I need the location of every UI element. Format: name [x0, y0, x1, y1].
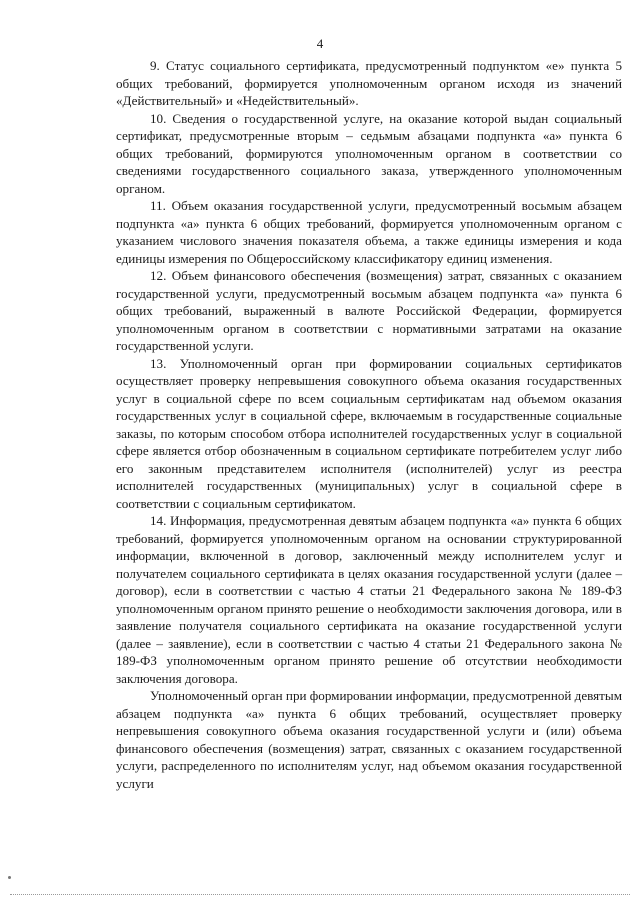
paragraph-item-14: 14. Информация, предусмотренная девятым абзацем подпункта «а» пункта 6 общих требований, формируется уполномоченным органом на основании структурированной информации, включенной в договор, заключенный между исполнителем услуг и получателем социального сертификата в целях оказания государственной услуги (далее – договор), если в соответствии с частью 4 статьи 21 Федерального закона № 189-ФЗ уполномоченным органом принято решение о необходимости заключения договора, или в заявление получателя социального сертификата на оказание государственной услуги (далее – заявление), если в соответствии с частью 4 статьи 21 Федерального закона № 189-ФЗ уполномоченным органом принято решение об отсутствии необходимости заключения договора.	[116, 513, 622, 686]
paragraph-item-11: 11. Объем оказания государственной услуги, предусмотренный восьмым абзацем подпункта «а» пункта 6 общих требований, формируется уполномоченным органом с указанием числового значения показателя объема, а также единицы измерения и кода единицы измерения по Общероссийскому классификатору единиц изменения.	[116, 198, 622, 266]
paragraph-item-9: 9. Статус социального сертификата, предусмотренный подпунктом «е» пункта 5 общих требований, формируется уполномоченным органом исходя из значений «Действительный» и «Недействительный».	[116, 58, 622, 108]
scan-edge-divider	[10, 894, 630, 895]
page-number: 4	[316, 36, 324, 51]
scan-speck	[8, 876, 11, 879]
paragraph-item-10: 10. Сведения о государственной услуге, на оказание которой выдан социальный сертификат, предусмотренные вторым – седьмым абзацами подпункта «а» пункта 6 общих требований, формируются уполномоченным органом в соответствии со сведениями государственного социального заказа, утвержденного уполномоченным органом.	[116, 110, 622, 196]
paragraph-continuation: Уполномоченный орган при формировании информации, предусмотренной девятым абзацем подпункта «а» пункта 6 общих требований, осуществляет проверку непревышения совокупного объема оказания государственной услуги и (или) объема финансового обеспечения (возмещения) затрат, связанных с оказанием государственной услуги, распределенного по исполнителям услуг, над объемом оказания государственной услуги	[116, 688, 622, 791]
paragraph-item-13: 13. Уполномоченный орган при формировании социальных сертификатов осуществляет проверку непревышения совокупного объема оказания государственных услуг в социальной сфере по всем социальным сертификатам над объемом оказания государственных услуг в социальной сфере, включаемым в государственные социальные заказы, по которым способом отбора исполнителей государственных услуг в социальной сфере является отбор обозначенным в социальном сертификате потребителем услуг либо его законным представителем исполнителя (исполнителей) услуг из реестра исполнителей государственных (муниципальных) услуг в социальной сфере в соответствии с социальным сертификатом.	[116, 355, 622, 511]
paragraph-item-12: 12. Объем финансового обеспечения (возмещения) затрат, связанных с оказанием государственной услуги, предусмотренный восьмым абзацем подпункта «а» пункта 6 общих требований, выраженный в валюте Российской Федерации, формируется уполномоченным органом в соответствии с нормативными затратами на оказание государственной услуги.	[116, 268, 622, 353]
document-body	[116, 57, 622, 792]
